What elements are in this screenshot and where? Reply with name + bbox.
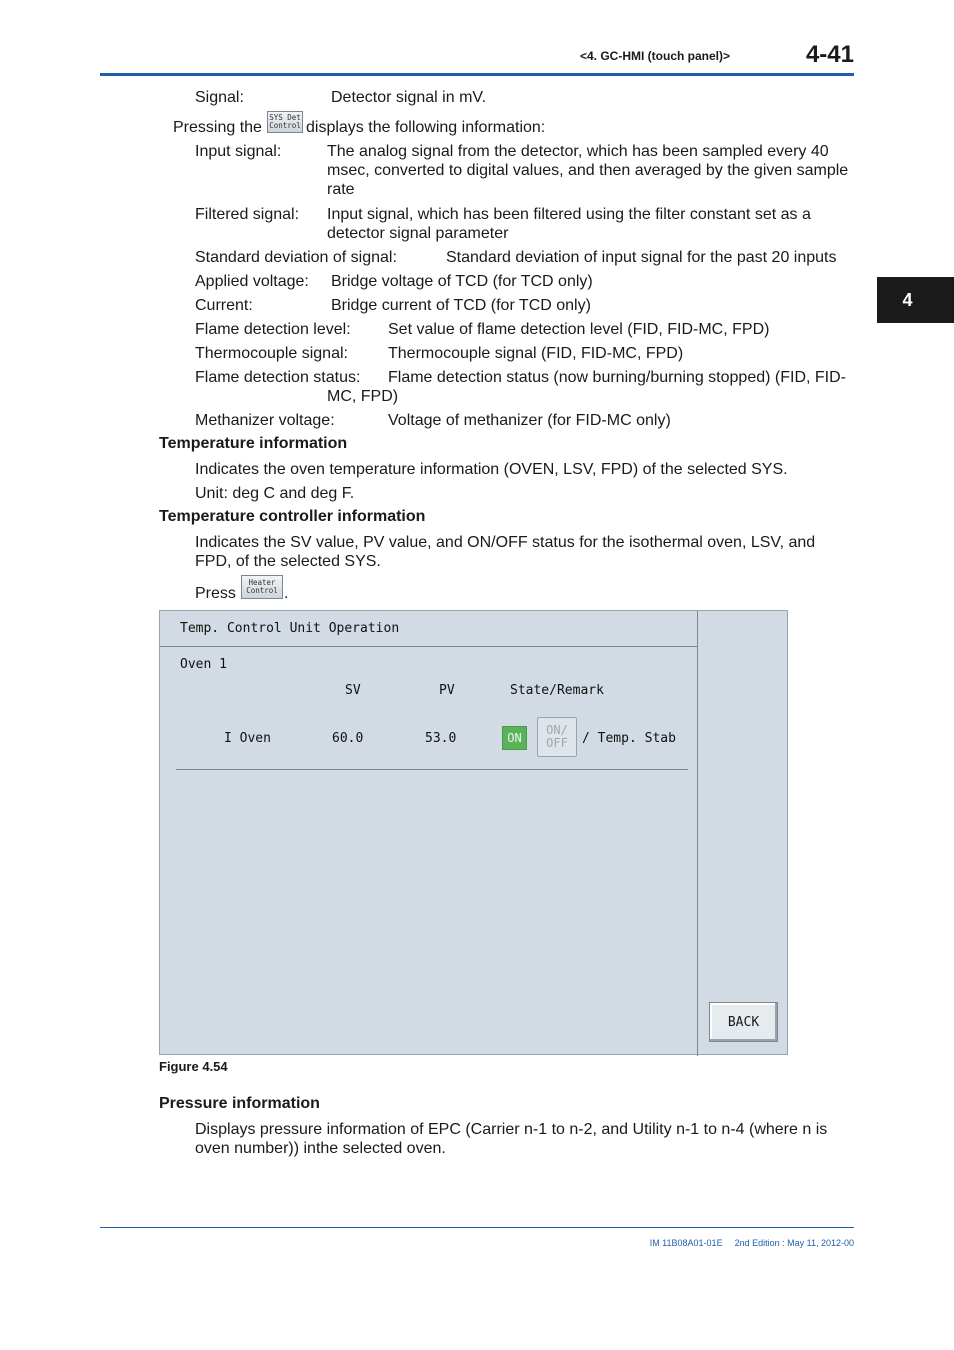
on-off-toggle-button[interactable]: ON/ OFF <box>537 717 577 757</box>
item-term: Applied voltage: <box>195 273 309 290</box>
screen-title: Temp. Control Unit Operation <box>180 621 400 636</box>
item-desc: Thermocouple signal (FID, FID-MC, FPD) <box>388 345 684 362</box>
row-divider <box>176 769 688 770</box>
footer <box>638 1238 854 1248</box>
item-desc: Flame detection status (now burning/burning stopped) (FID, FID-MC, FPD) <box>327 369 846 405</box>
footer-doc-id: IM 11B08A01-01E <box>649 1238 723 1248</box>
oven-row-remark: / Temp. Stab <box>582 731 676 746</box>
heater-control-button-icon: Heater Control <box>241 575 283 599</box>
signal-term: Signal: <box>195 89 244 106</box>
pressing-suffix: displays the following information: <box>306 119 546 136</box>
page-number: 4-41 <box>805 41 854 68</box>
item-term: Current: <box>195 297 253 314</box>
temperature-info-unit: Unit: deg C and deg F. <box>195 485 355 502</box>
pressing-prefix: Pressing the <box>173 119 262 136</box>
temperature-info-heading: Temperature information <box>159 435 348 452</box>
footer-rule <box>100 1227 854 1228</box>
column-header-pv: PV <box>439 683 455 698</box>
press-label: Press <box>195 585 236 602</box>
on-status-indicator: ON <box>502 726 527 750</box>
oven-section-label: Oven 1 <box>180 657 227 672</box>
item-desc: Voltage of methanizer (for FID-MC only) <box>388 412 671 429</box>
item-term: Thermocouple signal: <box>195 345 348 362</box>
item-desc: Bridge voltage of TCD (for TCD only) <box>331 273 593 290</box>
pressure-info-heading: Pressure information <box>159 1095 320 1112</box>
item-term: Flame detection level: <box>195 321 351 338</box>
screen-side-panel-divider <box>697 611 698 1056</box>
footer-edition: 2nd Edition : May 11, 2012-00 <box>734 1238 854 1248</box>
item-desc: Bridge current of TCD (for TCD only) <box>331 297 591 314</box>
oven-row-sv: 60.0 <box>332 731 364 746</box>
column-header-state: State/Remark <box>510 683 604 698</box>
press-period: . <box>284 585 289 602</box>
oven-row-name: I Oven <box>224 731 271 746</box>
running-header-chapter: <4. GC-HMI (touch panel)> <box>579 49 730 63</box>
temp-controller-text: Indicates the SV value, PV value, and ON/OFF status for the isothermal oven, LSV, and FPD, of the selected SYS. <box>195 534 816 570</box>
chapter-tab: 4 <box>877 277 954 323</box>
item-term: Standard deviation of signal: <box>195 249 397 266</box>
temp-control-unit-screen <box>159 610 788 1055</box>
temp-controller-heading: Temperature controller information <box>159 508 426 525</box>
column-header-sv: SV <box>345 683 361 698</box>
item-desc: Input signal, which has been filtered using the filter constant set as a detector signal parameter <box>327 206 811 242</box>
temperature-info-text: Indicates the oven temperature information (OVEN, LSV, FPD) of the selected SYS. <box>195 461 788 478</box>
sys-det-control-button-icon: SYS Det Control <box>267 111 303 133</box>
header-rule <box>100 73 854 76</box>
screen-title-bar <box>160 611 698 647</box>
item-term: Input signal: <box>195 143 282 160</box>
signal-desc: Detector signal in mV. <box>331 89 487 106</box>
item-desc: Standard deviation of input signal for the past 20 inputs <box>446 249 837 266</box>
pressure-info-text: Displays pressure information of EPC (Carrier n-1 to n-2, and Utility n-1 to n-4 (where n is oven number)) inthe selected oven. <box>195 1121 828 1157</box>
item-term: Methanizer voltage: <box>195 412 335 429</box>
oven-row-pv: 53.0 <box>425 731 457 746</box>
item-desc: The analog signal from the detector, which has been sampled every 40 msec, converted to digital values, and then averaged by the given sample rate <box>327 143 849 198</box>
item-term: Flame detection status: <box>195 369 361 386</box>
item-desc: Set value of flame detection level (FID, FID-MC, FPD) <box>388 321 770 338</box>
figure-caption: Figure 4.54 <box>159 1059 228 1074</box>
back-button[interactable]: BACK <box>709 1002 778 1042</box>
item-term: Filtered signal: <box>195 206 300 223</box>
